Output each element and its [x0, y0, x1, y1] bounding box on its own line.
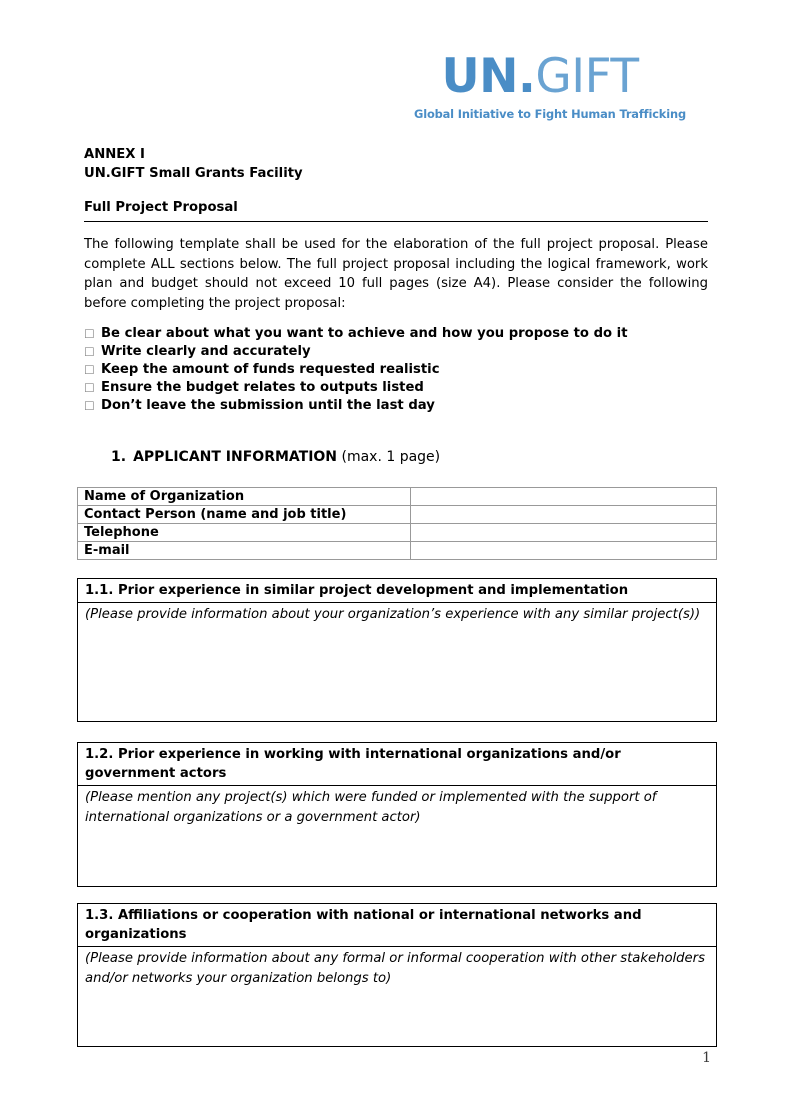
table-row [78, 488, 717, 506]
subsection-1-3-box [77, 903, 717, 1047]
list-item [84, 361, 708, 379]
section-1-heading [111, 447, 440, 467]
list-item-label: Write clearly and accurately [101, 344, 311, 359]
list-item [84, 397, 708, 415]
table-cell-label: Contact Person (name and job title) [78, 506, 411, 524]
list-item [84, 343, 708, 361]
list-item-label: Don’t leave the submission until the last day [101, 398, 435, 413]
section-1-note: (max. 1 page) [341, 449, 441, 465]
table-row [78, 506, 717, 524]
checkbox-icon: ☐ [84, 363, 95, 377]
applicant-information-table [77, 487, 717, 560]
page-title: Full Project Proposal [84, 198, 708, 222]
intro-paragraph: The following template shall be used for the elaboration of the full project proposal. Please complete ALL sections below. The full project proposal including the logical framework, work plan and budget should not exceed 10 full pages (size A4). Please consider the following before completing the project proposal: [84, 237, 708, 311]
table-row [78, 542, 717, 560]
logo-text-un: UN [441, 49, 518, 104]
list-item-label: Keep the amount of funds requested realistic [101, 362, 440, 377]
subsection-1-1-title: 1.1. Prior experience in similar project development and implementation [78, 579, 716, 603]
table-cell-label: Telephone [78, 524, 411, 542]
section-1-number: 1. [111, 449, 127, 465]
subsection-1-2-title: 1.2. Prior experience in working with international organizations and/or government actors [78, 743, 716, 786]
list-item-label: Be clear about what you want to achieve and how you propose to do it [101, 326, 628, 341]
subsection-1-2-hint: (Please mention any project(s) which were funded or implemented with the support of international organizations or a government actor) [85, 790, 657, 825]
list-item [84, 379, 708, 397]
subsection-1-1-box [77, 578, 717, 722]
list-item [84, 325, 708, 343]
table-cell-value[interactable] [411, 506, 717, 524]
list-item-label: Ensure the budget relates to outputs listed [101, 380, 424, 395]
table-cell-value[interactable] [411, 488, 717, 506]
subsection-1-3-title: 1.3. Affiliations or cooperation with national or international networks and organizations [78, 904, 716, 947]
un-gift-logo [414, 49, 686, 121]
page-number: 1 [702, 1050, 711, 1066]
subsection-1-3-hint: (Please provide information about any formal or informal cooperation with other stakeholders and/or networks your organization belongs to) [85, 951, 705, 986]
table-cell-value[interactable] [411, 542, 717, 560]
table-cell-value[interactable] [411, 524, 717, 542]
annex-header [84, 145, 303, 183]
logo-text-gift: GIFT [535, 49, 639, 104]
table-cell-label: Name of Organization [78, 488, 411, 506]
table-row [78, 524, 717, 542]
subsection-1-1-hint: (Please provide information about your organization’s experience with any similar project(s)) [85, 607, 701, 622]
table-cell-label: E-mail [78, 542, 411, 560]
checkbox-icon: ☐ [84, 381, 95, 395]
checklist [84, 325, 708, 415]
checkbox-icon: ☐ [84, 399, 95, 413]
annex-line-2: UN.GIFT Small Grants Facility [84, 166, 303, 181]
annex-line-1: ANNEX I [84, 147, 145, 162]
checkbox-icon: ☐ [84, 327, 95, 341]
logo-text-dot: . [517, 49, 536, 104]
section-1-title: APPLICANT INFORMATION [133, 449, 338, 465]
subsection-1-2-box [77, 742, 717, 887]
logo-wordmark [414, 49, 666, 104]
checkbox-icon: ☐ [84, 345, 95, 359]
logo-tagline: Global Initiative to Fight Human Trafficking [414, 107, 686, 121]
